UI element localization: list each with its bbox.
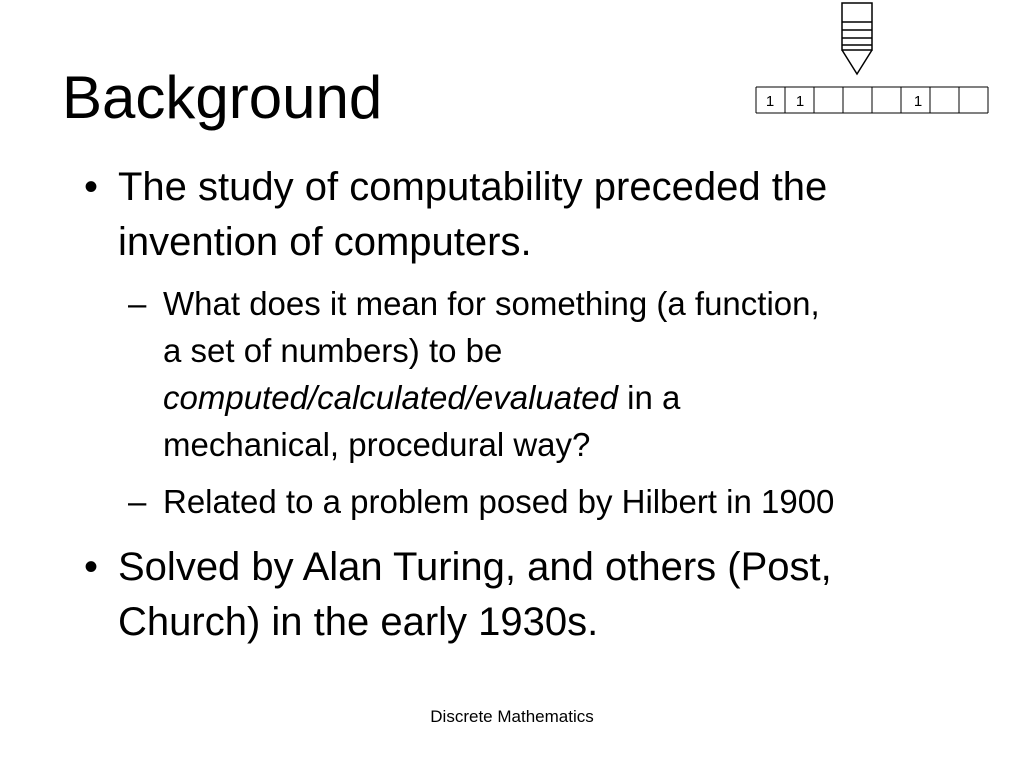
sub-bullet-1-line-2: a set of numbers) to be — [163, 332, 503, 369]
sub-bullet-1-line-3 — [163, 374, 680, 421]
bullet-marker: • — [84, 545, 99, 589]
tape — [756, 87, 988, 113]
sub-bullet-marker: – — [128, 483, 147, 520]
slide-title: Background — [62, 64, 383, 131]
sub-bullet-1-line-1: What does it mean for something (a function, — [163, 285, 820, 322]
tape-cell-1: 1 — [765, 93, 775, 110]
bullet-1-line-1: The study of computability preceded the — [118, 165, 828, 209]
sub-bullet-2-line-1: Related to a problem posed by Hilbert in 1900 — [163, 483, 835, 520]
tape-cell-2: 1 — [795, 93, 805, 110]
bullet-marker: • — [84, 165, 99, 209]
bullet-1-line-2: invention of computers. — [118, 220, 532, 264]
bullet-2-line-1: Solved by Alan Turing, and others (Post, — [118, 545, 832, 589]
sub-bullet-1-line-4: mechanical, procedural way? — [163, 426, 591, 463]
tape-head-icon — [842, 3, 872, 74]
sub-bullet-1-line-3-rest: in a — [617, 379, 681, 416]
sub-bullet-marker: – — [128, 285, 147, 322]
tape-cell-6: 1 — [913, 93, 923, 110]
bullet-2-line-2: Church) in the early 1930s. — [118, 600, 599, 644]
slide-footer: Discrete Mathematics — [430, 707, 594, 726]
sub-bullet-1-italic-phrase: computed/calculated/evaluated — [163, 379, 618, 416]
